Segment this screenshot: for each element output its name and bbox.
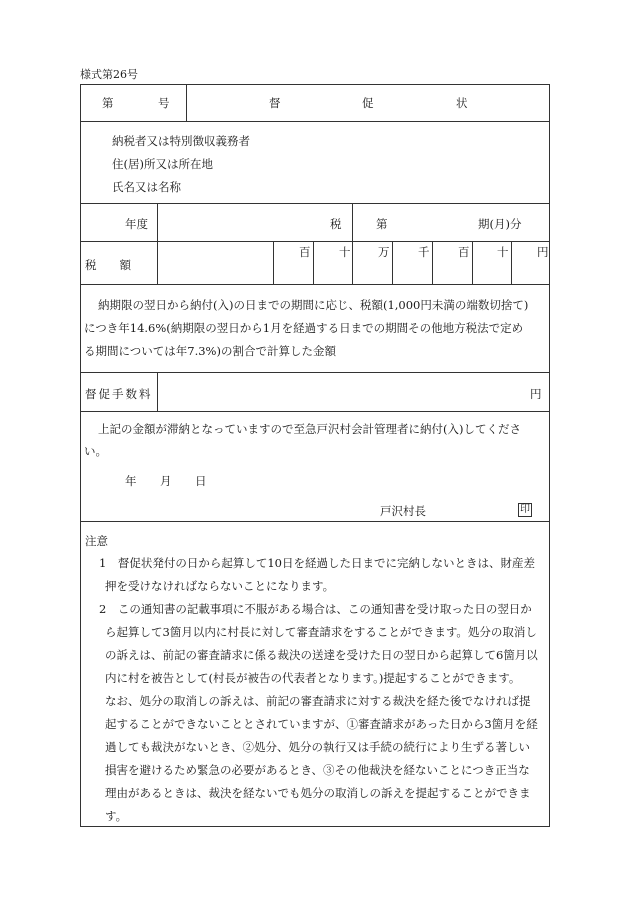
demand-line-1: 上記の金額が滞納となっていますので至急戸沢村会計管理者に納付(入)してくださ <box>98 422 521 436</box>
note-line: ら起算して3箇月以内に村長に対して審査請求をすることができます。処分の取消し <box>105 625 537 639</box>
rule-amount-bottom <box>80 284 550 285</box>
year-label: 年度 <box>125 217 148 231</box>
note-line: 2 この通知書の記載事項に不服がある場合は、この通知書を受け取った日の翌日か <box>99 602 532 616</box>
unit-hundred-million: 百 <box>299 245 311 259</box>
number-label-dai: 第 <box>102 96 114 110</box>
issuer-name: 戸沢村長 <box>380 504 426 518</box>
seal-mark: 印 <box>520 504 530 515</box>
date-year: 年 <box>125 474 137 488</box>
unit-ten: 十 <box>497 245 509 259</box>
taxpayer-line-1: 納税者又は特別徴収義務者 <box>112 134 250 148</box>
rule-fee-divider <box>157 372 158 411</box>
number-label-go: 号 <box>158 96 170 110</box>
rule-interest-bottom <box>80 372 550 373</box>
rule-header-divider <box>186 84 187 121</box>
rule-label-divider <box>157 203 158 284</box>
note-line: 過しても裁決がないとき、②処分、処分の執行又は手続の続行により生ずる著しい <box>105 740 531 754</box>
note-line: 1 督促状発付の日から起算して10日を経過した日までに完納しないときは、財産差 <box>99 556 535 570</box>
unit-ten-thousand: 万 <box>378 245 390 259</box>
rule-header-bottom <box>80 121 550 122</box>
rule-amount-col-4 <box>392 241 393 284</box>
tax-label: 税 <box>330 217 342 231</box>
date-day: 日 <box>195 474 207 488</box>
title-char-3: 状 <box>456 96 468 110</box>
rule-fee-bottom <box>80 411 550 412</box>
notes-heading: 注意 <box>85 534 108 548</box>
rule-taxpayer-bottom <box>80 203 550 204</box>
rule-amount-col-3 <box>352 241 353 284</box>
unit-ten-million: 十 <box>339 245 351 259</box>
fee-label: 督促手数料 <box>85 387 153 401</box>
note-line: 押を受けなければならないことになります。 <box>105 579 335 593</box>
period-label: 期(月)分 <box>478 217 522 231</box>
note-line: 理由があるときは、裁決を経ないでも処分の取消しの訴えを提起することができま <box>105 786 531 800</box>
note-line: 起することができないこととされていますが、①審査請求があった日から3箇月を経 <box>105 717 538 731</box>
rule-period-bottom <box>80 241 550 242</box>
interest-line-3: る期間については年7.3%)の割合で計算した金額 <box>84 344 336 358</box>
interest-line-2: につき年14.6%(納期限の翌日から1月を経過する日までの期間その他地方税法で定め <box>84 321 524 335</box>
rule-amount-col-2 <box>313 241 314 284</box>
taxpayer-line-2: 住(居)所又は所在地 <box>112 157 213 171</box>
note-line: 損害を避けるため緊急の必要があるとき、③その他裁決を経ないことにつき正当な <box>105 763 530 777</box>
rule-amount-col-6 <box>472 241 473 284</box>
rule-demand-bottom <box>80 521 550 522</box>
rule-amount-col-1 <box>273 241 274 284</box>
title-char-2: 促 <box>362 96 374 110</box>
unit-hundred: 百 <box>458 245 470 259</box>
form-number: 様式第26号 <box>80 68 138 81</box>
amount-label: 税 額 <box>85 258 131 272</box>
unit-thousand: 千 <box>418 245 430 259</box>
note-line: の訴えは、前記の審査請求に係る裁決の送達を受けた日の翌日から起算して6箇月以 <box>105 648 538 662</box>
rule-amount-col-5 <box>432 241 433 284</box>
period-dai-label: 第 <box>376 217 388 231</box>
note-line: 内に村を被告として(村長が被告の代表者となります。)提起することができます。 <box>105 671 521 685</box>
note-line: す。 <box>105 809 128 823</box>
title-char-1: 督 <box>269 96 281 110</box>
rule-period-divider <box>352 203 353 241</box>
note-line: なお、処分の取消しの訴えは、前記の審査請求に対する裁決を経た後でなければ提 <box>105 694 531 708</box>
fee-yen: 円 <box>530 387 542 401</box>
date-month: 月 <box>160 474 172 488</box>
unit-yen: 円 <box>537 245 549 259</box>
demand-line-2: い。 <box>84 444 107 458</box>
taxpayer-line-3: 氏名又は名称 <box>112 180 181 194</box>
rule-amount-col-7 <box>511 241 512 284</box>
interest-line-1: 納期限の翌日から納付(入)の日までの期間に応じ、税額(1,000円未満の端数切捨て) <box>98 298 529 312</box>
